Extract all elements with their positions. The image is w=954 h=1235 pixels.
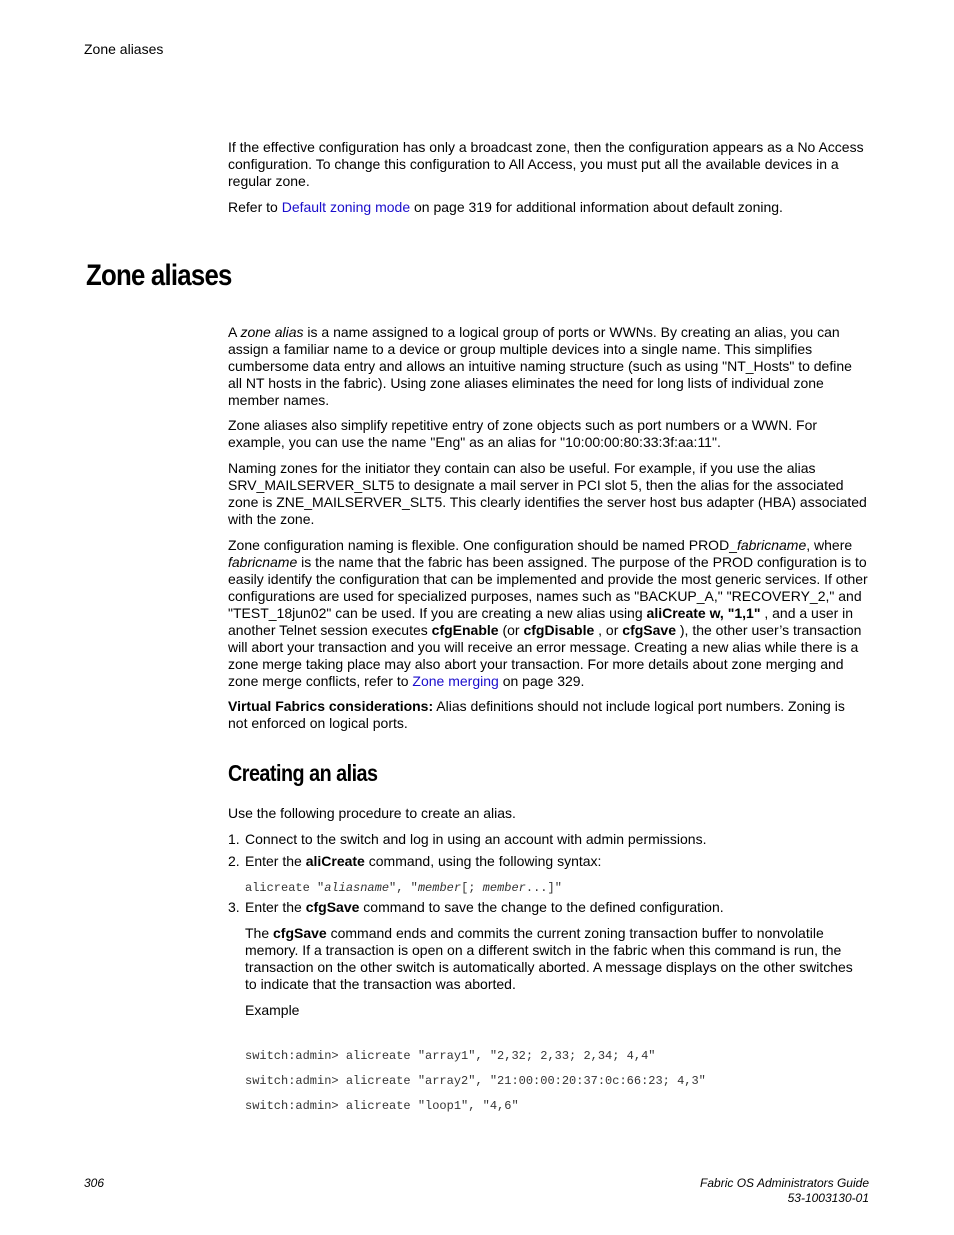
example-line: switch:admin> alicreate "loop1", "4,6" — [245, 1099, 519, 1113]
section-title: Zone aliases — [86, 259, 232, 292]
step-1: Connect to the switch and log in using an account with admin permissions. — [245, 831, 707, 847]
procedure-intro: Use the following procedure to create an alias. — [228, 805, 516, 821]
section-paragraph-2: Zone aliases also simplify repetitive entry of zone objects such as port numbers or a WWN. For example, you can use the name "Eng" as an alias for "10:00:00:80:33:3f:aa:11". — [228, 417, 818, 450]
section-paragraph-3: Naming zones for the initiator they contain can also be useful. For example, if you use the alias SRV_MAILSERVER_SLT5 to designate a mail server in PCI slot 5, then the alias for the associated zone is ZNE_MAILSERVER_SLT5. This clearly identifies the server host bus adapter (HBA) associated with the zone. — [228, 460, 867, 527]
intro-reference: Refer to Default zoning mode on page 319 for additional information about default zoning. — [228, 199, 783, 215]
intro-paragraph: If the effective configuration has only a broadcast zone, then the configuration appears as a No Access configuration. To change this configuration to All Access, you must put all the available devices in a regular zone. — [228, 139, 864, 189]
step-3-description: The cfgSave command ends and commits the current zoning transaction buffer to nonvolatile memory. If a transaction is open on a different switch in the fabric when this command is run, the transaction on the other switch is automatically aborted. A message displays on the other switches to indicate that the transaction was aborted. — [245, 925, 853, 992]
virtual-fabrics-note: Virtual Fabrics considerations: Alias definitions should not include logical port numbers. Zoning is not enforced on logical ports. — [228, 698, 845, 731]
step-3-number: 3. — [228, 899, 240, 915]
page-number: 306 — [84, 1176, 105, 1190]
step-3: Enter the cfgSave command to save the change to the defined configuration. — [245, 899, 724, 915]
section-paragraph-1: A zone alias is a name assigned to a logical group of ports or WWNs. By creating an alias, you can assign a familiar name to a device or group multiple devices into a single name. This simplifies cumbersome data entry and allows an intuitive naming structure (such as using "NT_Hosts" to define all NT hosts in the fabric). Using zone aliases eliminates the need for long lists of individual zone member names. — [228, 324, 852, 408]
step-2: Enter the aliCreate command, using the following syntax: — [245, 853, 602, 869]
example-line: switch:admin> alicreate "array2", "21:00:00:20:37:0c:66:23; 4,3" — [245, 1074, 706, 1088]
step-2-number: 2. — [228, 853, 240, 869]
subsection-title: Creating an alias — [228, 760, 378, 786]
step-1-number: 1. — [228, 831, 240, 847]
section-paragraph-4: Zone configuration naming is flexible. One configuration should be named PROD_fabricname, where fabricname is the name that the fabric has been assigned. The purpose of the PROD configuration is to easily identify the configuration that can be implemented and provide the most generic services. If other configurations are used for specialized purposes, names such as "BACKUP_A," "RECOVERY_2," and "TEST_18jun02" can be used. If you are creating a new alias using aliCreate w, "1,1" , and a user in another Telnet session executes cfgEnable (or cfgDisable , or cfgSave ), the other user’s transaction will abort your transaction and you will receive an error message. Creating a new alias while there is a zone merge taking place may also abort your transaction. For more details about zone merging and zone merge conflicts, refer to Zone merging on page 329. — [228, 537, 868, 689]
document-title: Fabric OS Administrators Guide — [700, 1176, 869, 1190]
document-number: 53-1003130-01 — [787, 1191, 869, 1205]
example-line: switch:admin> alicreate "array1", "2,32; 2,33; 2,34; 4,4" — [245, 1049, 656, 1063]
default-zoning-mode-link[interactable]: Default zoning mode — [281, 199, 411, 215]
example-label: Example — [245, 1002, 300, 1018]
syntax-line: alicreate "aliasname", "member[; member...]" — [245, 881, 562, 895]
running-header: Zone aliases — [84, 41, 164, 57]
zone-merging-link[interactable]: Zone merging — [412, 673, 499, 689]
